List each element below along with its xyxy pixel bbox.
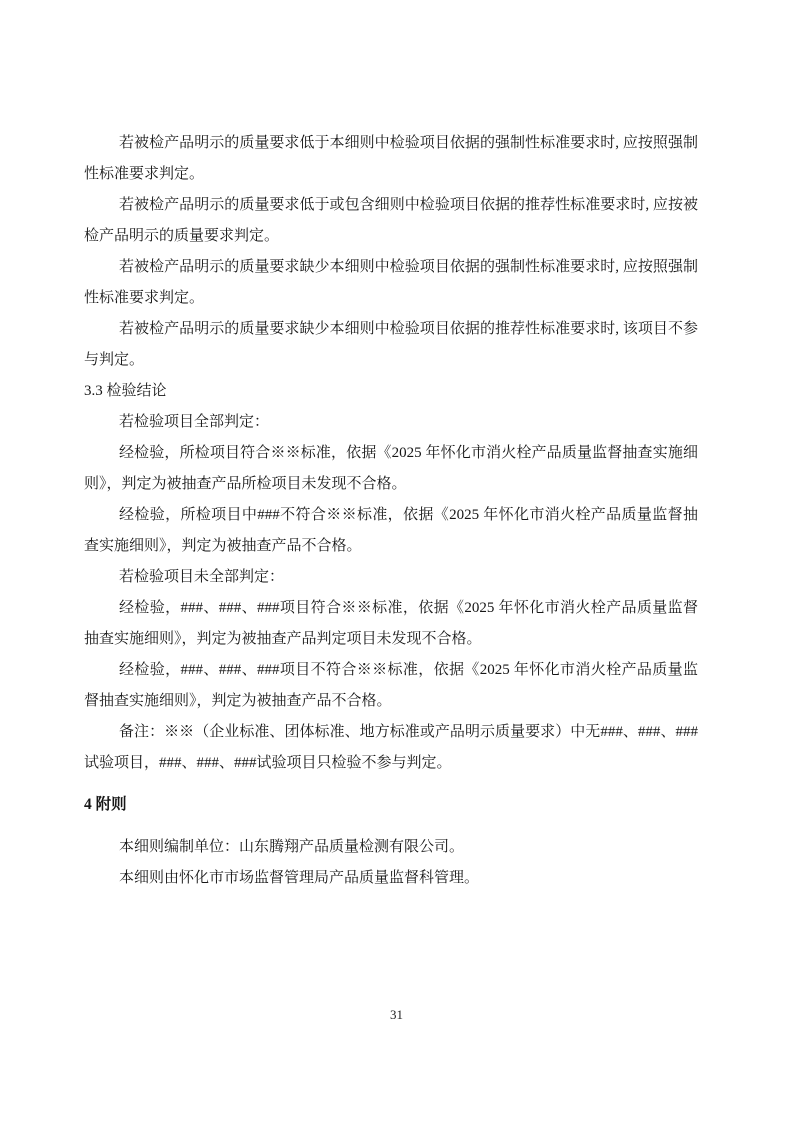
section-heading-3-3-inspection-conclusion: 3.3 检验结论 xyxy=(84,383,167,399)
para-all-items-judged: 若检验项目全部判定： xyxy=(119,414,270,430)
para-not-all-items-judged: 若检验项目未全部判定： xyxy=(119,569,285,585)
para-partial-conclusion-fail: 经检验，###、###、###项目不符合※※标准，依据《2025 年怀化市消火栓产品质量监督抽查实施细则》，判定为被抽查产品不合格。 xyxy=(84,662,698,709)
para-quality-missing-recommended: 若被检产品明示的质量要求缺少本细则中检验项目依据的推荐性标准要求时, 该项目不参与判定。 xyxy=(84,321,698,368)
para-compiling-unit: 本细则编制单位：山东腾翔产品质量检测有限公司。 xyxy=(119,839,465,855)
para-quality-below-recommended: 若被检产品明示的质量要求低于或包含细则中检验项目依据的推荐性标准要求时, 应按被检产品明示的质量要求判定。 xyxy=(84,197,698,244)
para-managing-unit: 本细则由怀化市市场监督管理局产品质量监督科管理。 xyxy=(119,870,480,886)
para-partial-conclusion-pass: 经检验，###、###、###项目符合※※标准，依据《2025 年怀化市消火栓产品质量监督抽查实施细则》，判定为被抽查产品判定项目未发现不合格。 xyxy=(84,600,698,647)
para-quality-missing-mandatory: 若被检产品明示的质量要求缺少本细则中检验项目依据的强制性标准要求时, 应按照强制性标准要求判定。 xyxy=(84,259,698,306)
section-heading-4-supplementary: 4 附则 xyxy=(84,796,127,813)
document-body xyxy=(84,128,698,894)
para-quality-below-mandatory: 若被检产品明示的质量要求低于本细则中检验项目依据的强制性标准要求时, 应按照强制性标准要求判定。 xyxy=(84,135,698,182)
para-conclusion-all-pass: 经检验，所检项目符合※※标准，依据《2025 年怀化市消火栓产品质量监督抽查实施细则》，判定为被抽查产品所检项目未发现不合格。 xyxy=(84,445,698,492)
page-number: 31 xyxy=(390,1007,403,1022)
para-remark: 备注：※※（企业标准、团体标准、地方标准或产品明示质量要求）中无###、###、###试验项目，###、###、###试验项目只检验不参与判定。 xyxy=(84,724,698,771)
para-conclusion-fail: 经检验，所检项目中###不符合※※标准，依据《2025 年怀化市消火栓产品质量监督抽查实施细则》，判定为被抽查产品不合格。 xyxy=(84,507,698,554)
